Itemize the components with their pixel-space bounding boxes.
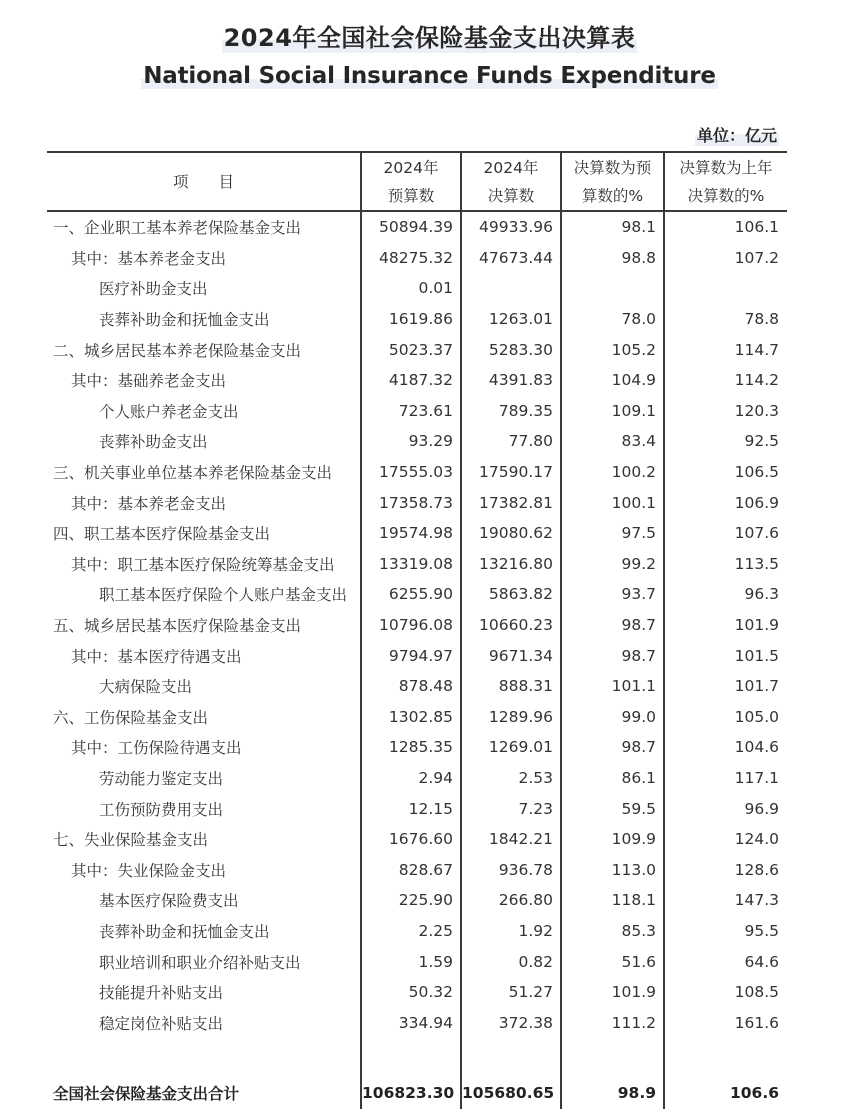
row-item-label: 其中：基础养老金支出 [47,365,361,396]
table-row [47,518,787,549]
row-pct-budget-value: 98.7 [561,732,664,763]
total-budget-value: 106823.30 [361,1078,461,1109]
header-pct-budget [561,152,664,211]
total-pct-budget-value: 98.9 [561,1078,664,1109]
row-budget-value: 17555.03 [361,457,461,488]
row-pct-budget-value: 83.4 [561,426,664,457]
spacer-cell [361,1038,461,1078]
row-budget-value: 225.90 [361,885,461,916]
table-row [47,640,787,671]
table-row [47,763,787,794]
row-pct-prev-value: 161.6 [734,1013,779,1032]
table-row [47,1007,787,1038]
document-title-cn-wrap [0,18,859,53]
row-actual-value: 77.80 [461,426,561,457]
header-item: 项目 [47,152,361,211]
row-pct-prev-value: 105.0 [734,707,779,726]
header-pct-budget-line2: 算数的% [581,186,644,205]
document-title-cn: 2024年全国社会保险基金支出决算表 [222,18,638,53]
spacer-cell [561,1038,664,1078]
row-pct-budget-value: 109.9 [561,824,664,855]
header-row [47,152,787,211]
row-budget-value: 9794.97 [361,640,461,671]
table-row [47,426,787,457]
row-pct-budget-value: 93.7 [561,579,664,610]
row-actual-value: 13216.80 [461,549,561,580]
row-pct-prev-value: 114.2 [734,371,779,390]
row-item-label: 三、机关事业单位基本养老保险基金支出 [47,457,361,488]
row-item-label: 五、城乡居民基本医疗保险基金支出 [47,610,361,641]
table-row [47,610,787,641]
row-item-label: 丧葬补助金和抚恤金支出 [47,304,361,335]
row-pct-prev-value: 96.3 [744,585,779,604]
row-pct-budget-value: 85.3 [561,916,664,947]
row-pct-prev-value: 113.5 [734,554,779,573]
table-row [47,273,787,304]
row-pct-prev-value: 64.6 [744,952,779,971]
header-budget [361,152,461,211]
row-actual-value: 1269.01 [461,732,561,763]
row-pct-prev-value: 95.5 [744,921,779,940]
row-actual-value: 9671.34 [461,640,561,671]
table-row [47,549,787,580]
total-row [47,1078,787,1109]
row-item-label: 七、失业保险基金支出 [47,824,361,855]
row-pct-budget-value: 101.9 [561,977,664,1008]
row-pct-budget-value: 101.1 [561,671,664,702]
table-row [47,854,787,885]
row-pct-budget-value: 113.0 [561,854,664,885]
row-budget-value: 17358.73 [361,487,461,518]
row-actual-value: 266.80 [461,885,561,916]
row-budget-value: 2.94 [361,763,461,794]
row-item-label: 一、企业职工基本养老保险基金支出 [47,211,361,243]
row-pct-prev-value: 117.1 [734,768,779,787]
row-pct-prev-value: 147.3 [734,891,779,910]
row-budget-value: 48275.32 [361,243,461,274]
document-title-en-wrap [0,63,859,89]
row-pct-budget-value [561,273,664,304]
total-actual-value: 105680.65 [461,1078,561,1109]
row-budget-value: 12.15 [361,793,461,824]
row-budget-value: 1.59 [361,946,461,977]
row-actual-value: 49933.96 [461,211,561,243]
header-actual-line2: 决算数 [487,186,535,205]
row-budget-value: 723.61 [361,396,461,427]
row-item-label: 工伤预防费用支出 [47,793,361,824]
row-budget-value: 13319.08 [361,549,461,580]
row-pct-prev-value: 92.5 [744,432,779,451]
header-pct-prev [664,152,787,211]
expenditure-table [47,151,787,1109]
row-actual-value: 17590.17 [461,457,561,488]
row-actual-value: 47673.44 [461,243,561,274]
row-budget-value: 93.29 [361,426,461,457]
row-pct-budget-value: 51.6 [561,946,664,977]
row-item-label: 医疗补助金支出 [47,273,361,304]
row-item-label: 其中：工伤保险待遇支出 [47,732,361,763]
row-actual-value: 0.82 [461,946,561,977]
row-item-label: 劳动能力鉴定支出 [47,763,361,794]
row-actual-value: 4391.83 [461,365,561,396]
header-actual [461,152,561,211]
row-pct-prev-value: 108.5 [734,983,779,1002]
row-item-label: 技能提升补贴支出 [47,977,361,1008]
row-pct-budget-value: 100.1 [561,487,664,518]
row-item-label: 稳定岗位补贴支出 [47,1007,361,1038]
row-budget-value: 6255.90 [361,579,461,610]
row-item-label: 基本医疗保险费支出 [47,885,361,916]
document-title-en: National Social Insurance Funds Expenditure [143,63,716,89]
row-actual-value: 7.23 [461,793,561,824]
row-pct-budget-value: 99.2 [561,549,664,580]
header-pct-budget-line1: 决算数为预 [573,158,652,177]
row-budget-value: 0.01 [361,273,461,304]
row-pct-prev-value: 106.1 [734,218,779,237]
row-budget-value: 334.94 [361,1007,461,1038]
row-budget-value: 1302.85 [361,702,461,733]
table-row [47,732,787,763]
row-pct-prev-value: 107.2 [734,248,779,267]
row-actual-value: 372.38 [461,1007,561,1038]
total-pct-prev-value: 106.6 [729,1084,779,1103]
row-actual-value: 1842.21 [461,824,561,855]
table-row [47,824,787,855]
row-pct-budget-value: 109.1 [561,396,664,427]
row-pct-prev-value: 107.6 [734,524,779,543]
row-budget-value: 50.32 [361,977,461,1008]
row-actual-value: 888.31 [461,671,561,702]
row-pct-budget-value: 98.7 [561,610,664,641]
table-row [47,946,787,977]
header-pct-prev-line2: 决算数的% [687,186,765,205]
row-actual-value: 1263.01 [461,304,561,335]
row-item-label: 其中：基本医疗待遇支出 [47,640,361,671]
row-pct-budget-value: 118.1 [561,885,664,916]
row-item-label: 其中：基本养老金支出 [47,487,361,518]
table-row [47,579,787,610]
row-budget-value: 828.67 [361,854,461,885]
table-row [47,211,787,243]
row-budget-value: 1619.86 [361,304,461,335]
row-actual-value [461,273,561,304]
spacer-cell [664,1038,787,1078]
row-actual-value: 1.92 [461,916,561,947]
row-budget-value: 5023.37 [361,334,461,365]
header-budget-line1: 2024年 [383,158,439,177]
row-pct-prev-value: 106.9 [734,493,779,512]
row-pct-prev-value: 78.8 [744,310,779,329]
table-row [47,793,787,824]
row-item-label: 个人账户养老金支出 [47,396,361,427]
row-pct-budget-value: 99.0 [561,702,664,733]
unit-label: 单位：亿元 [695,123,779,146]
row-budget-value: 878.48 [361,671,461,702]
row-pct-prev-value: 120.3 [734,401,779,420]
table-row [47,702,787,733]
row-pct-budget-value: 86.1 [561,763,664,794]
row-item-label: 丧葬补助金支出 [47,426,361,457]
row-actual-value: 5283.30 [461,334,561,365]
row-pct-budget-value: 59.5 [561,793,664,824]
row-item-label: 四、职工基本医疗保险基金支出 [47,518,361,549]
table-row [47,916,787,947]
row-pct-prev-value [664,273,787,304]
table-header [47,152,787,211]
row-item-label: 二、城乡居民基本养老保险基金支出 [47,334,361,365]
expenditure-table-container [47,151,787,1109]
row-item-label: 六、工伤保险基金支出 [47,702,361,733]
row-pct-budget-value: 78.0 [561,304,664,335]
row-item-label: 其中：失业保险金支出 [47,854,361,885]
row-pct-prev-value: 104.6 [734,738,779,757]
table-row [47,334,787,365]
row-pct-prev-value: 114.7 [734,340,779,359]
row-pct-budget-value: 98.8 [561,243,664,274]
spacer-cell [461,1038,561,1078]
row-actual-value: 936.78 [461,854,561,885]
header-actual-line1: 2024年 [483,158,539,177]
row-pct-prev-value: 101.5 [734,646,779,665]
row-actual-value: 51.27 [461,977,561,1008]
row-pct-prev-value: 106.5 [734,463,779,482]
row-actual-value: 5863.82 [461,579,561,610]
row-pct-budget-value: 97.5 [561,518,664,549]
table-row [47,365,787,396]
table-row [47,977,787,1008]
table-row [47,243,787,274]
row-budget-value: 1285.35 [361,732,461,763]
row-pct-prev-value: 96.9 [744,799,779,818]
table-body [47,211,787,1109]
table-row [47,885,787,916]
row-pct-budget-value: 98.1 [561,211,664,243]
row-item-label: 大病保险支出 [47,671,361,702]
row-actual-value: 789.35 [461,396,561,427]
row-pct-prev-value: 124.0 [734,830,779,849]
row-pct-budget-value: 100.2 [561,457,664,488]
row-pct-budget-value: 111.2 [561,1007,664,1038]
row-actual-value: 17382.81 [461,487,561,518]
row-pct-budget-value: 98.7 [561,640,664,671]
row-budget-value: 19574.98 [361,518,461,549]
row-item-label: 其中：基本养老金支出 [47,243,361,274]
table-row [47,304,787,335]
row-budget-value: 1676.60 [361,824,461,855]
row-budget-value: 4187.32 [361,365,461,396]
table-row [47,457,787,488]
spacer-cell [47,1038,361,1078]
row-budget-value: 50894.39 [361,211,461,243]
row-pct-budget-value: 104.9 [561,365,664,396]
row-actual-value: 19080.62 [461,518,561,549]
total-item-label: 全国社会保险基金支出合计 [47,1078,361,1109]
table-row [47,396,787,427]
row-pct-prev-value: 101.7 [734,677,779,696]
row-pct-prev-value: 101.9 [734,616,779,635]
row-actual-value: 1289.96 [461,702,561,733]
row-item-label: 职业培训和职业介绍补贴支出 [47,946,361,977]
row-item-label: 职工基本医疗保险个人账户基金支出 [47,579,361,610]
header-budget-line2: 预算数 [387,186,435,205]
table-row [47,487,787,518]
row-pct-prev-value: 128.6 [734,860,779,879]
row-actual-value: 10660.23 [461,610,561,641]
row-budget-value: 2.25 [361,916,461,947]
row-actual-value: 2.53 [461,763,561,794]
spacer-row [47,1038,787,1078]
table-row [47,671,787,702]
row-item-label: 丧葬补助金和抚恤金支出 [47,916,361,947]
row-pct-budget-value: 105.2 [561,334,664,365]
row-budget-value: 10796.08 [361,610,461,641]
header-pct-prev-line1: 决算数为上年 [679,158,773,177]
row-item-label: 其中：职工基本医疗保险统筹基金支出 [47,549,361,580]
